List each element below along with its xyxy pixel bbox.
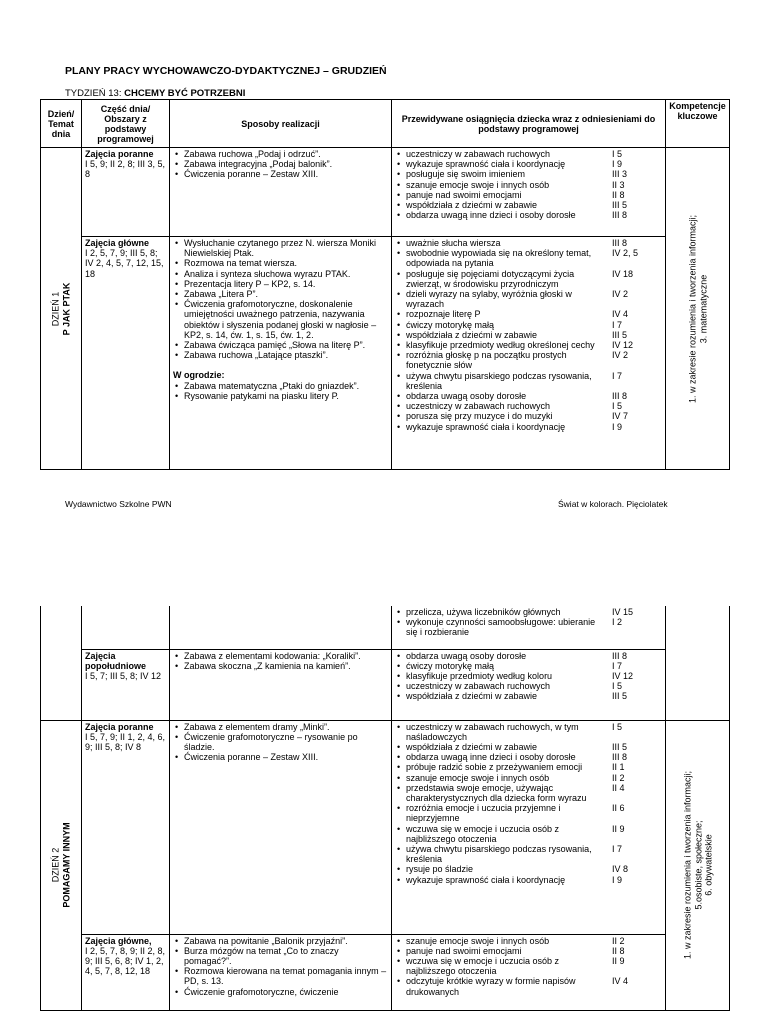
list-item: • Zabawa na powitanie „Balonik przyjaźni”. bbox=[173, 936, 388, 946]
afternoon-methods bbox=[170, 649, 392, 720]
achievement-item: • dzieli wyrazy na sylaby, wyróżnia głoski w wyrazach IV 2 bbox=[395, 289, 662, 309]
achievement-item: • panuje nad swoimi emocjami II 8 bbox=[395, 946, 662, 956]
cont-competences bbox=[666, 606, 730, 720]
col-header-achievements: Przewidywane osiągnięcia dziecka wraz z odniesieniami do podstawy programowej bbox=[392, 100, 666, 148]
col-header-methods: Sposoby realizacji bbox=[170, 100, 392, 148]
achievement-item: • wykazuje sprawność ciała i koordynację I 9 bbox=[395, 159, 662, 169]
garden-heading: W ogrodzie: bbox=[173, 370, 225, 381]
list-item: • Zabawa integracyjna „Podaj balonik”. bbox=[173, 159, 388, 169]
cont-part bbox=[82, 606, 170, 649]
achievement-item: • szanuje emocje swoje i innych osób II 3 bbox=[395, 180, 662, 190]
achievement-item: • obdarza uwagą inne dzieci i osoby dorosłe III 8 bbox=[395, 752, 662, 762]
achievement-item: • wykazuje sprawność ciała i koordynację I 9 bbox=[395, 422, 662, 432]
afternoon-achievements bbox=[392, 649, 666, 720]
day1-competences-line2: 3. matematyczne bbox=[697, 274, 708, 343]
list-item: • Wysłuchanie czytanego przez N. wiersza Moniki Niewielskiej Ptak. bbox=[173, 238, 388, 258]
day1-main-achievements bbox=[392, 237, 666, 470]
achievement-item: • obdarza uwagą inne dzieci i osoby dorosłe III 8 bbox=[395, 210, 662, 220]
achievement-item: • uczestniczy w zabawach ruchowych I 5 bbox=[395, 401, 662, 411]
list-item: • Zabawa ruchowa „Latające ptaszki”. bbox=[173, 350, 388, 360]
achievement-item: • ćwiczy motorykę małą I 7 bbox=[395, 320, 662, 330]
day2-main-codes: I 2, 5, 7, 8, 9; II 2, 8, 9; III 5, 6, 8; IV 1, 2, 4, 5, 7, 8, 12, 18 bbox=[85, 945, 166, 977]
list-item: • Ćwiczenia grafomotoryczne, doskonalenie umiejętności uważnego patrzenia, nazywania obiektów i słyszenia podanej głoski w nagłosie – KP2, s. 14, ćw. 1, s. 15, ćw. 1, 2. bbox=[173, 299, 388, 340]
achievement-item: • rozróżnia emocje i uczucia przyjemne i nieprzyjemne II 6 bbox=[395, 803, 662, 823]
day2-cell bbox=[41, 720, 82, 1010]
day2-competences-line3: 6. obywatelskie bbox=[702, 834, 713, 896]
day2-competences bbox=[666, 720, 730, 1010]
list-item: • Zabawa z elementami kodowania: „Koraliki”. bbox=[173, 651, 388, 661]
list-item: • Zabawa ruchowa „Podaj i odrzuć”. bbox=[173, 149, 388, 159]
list-item: • Prezentacja litery P – KP2, s. 14. bbox=[173, 279, 388, 289]
day2-morning-methods bbox=[170, 720, 392, 934]
achievement-item: • szanuje emocje swoje i innych osób II 2 bbox=[395, 936, 662, 946]
day1-morning-title: Zajęcia poranne bbox=[85, 149, 154, 159]
afternoon-part bbox=[82, 649, 170, 720]
achievement-item: • rozróżnia głoskę p na początku prostych fonetycznie słów IV 2 bbox=[395, 350, 662, 370]
list-item: • Ćwiczenia poranne – Zestaw XIII. bbox=[173, 752, 388, 762]
col-header-competences: Kompetencje kluczowe bbox=[666, 100, 730, 148]
day1-continued-cell bbox=[41, 606, 82, 720]
achievement-item: • uważnie słucha wiersza III 8 bbox=[395, 238, 662, 248]
afternoon-codes: I 5, 7; III 5, 8; IV 12 bbox=[85, 670, 162, 681]
achievement-item: • współdziała z dziećmi w zabawie III 5 bbox=[395, 691, 662, 701]
achievement-item: • uczestniczy w zabawach ruchowych I 5 bbox=[395, 681, 662, 691]
achievement-item: • panuje nad swoimi emocjami II 8 bbox=[395, 190, 662, 200]
achievement-item: • używa chwytu pisarskiego podczas rysowania, kreślenia I 7 bbox=[395, 371, 662, 391]
list-item: • Analiza i synteza słuchowa wyrazu PTAK. bbox=[173, 269, 388, 279]
list-item: • Rysowanie patykami na piasku litery P. bbox=[173, 391, 388, 401]
footer-series: Świat w kolorach. Pięciolatek bbox=[558, 499, 668, 509]
achievement-item: • wykazuje sprawność ciała i koordynację I 9 bbox=[395, 875, 662, 885]
plan-table-page1 bbox=[40, 99, 730, 470]
col-header-part: Część dnia/ Obszary z podstawy programowej bbox=[82, 100, 170, 148]
day2-number: DZIEŃ 2 bbox=[50, 847, 61, 883]
day2-morning-part bbox=[82, 720, 170, 934]
list-item: • Rozmowa kierowana na temat pomagania innym – PD, s. 13. bbox=[173, 966, 388, 986]
day1-main-title: Zajęcia główne bbox=[85, 238, 150, 248]
achievement-item: • ćwiczy motorykę małą I 7 bbox=[395, 661, 662, 671]
list-item: • Zabawa skoczna „Z kamienia na kamień”. bbox=[173, 661, 388, 671]
list-item: • Zabawa „Litera P”. bbox=[173, 289, 388, 299]
day2-main-title: Zajęcia główne, bbox=[85, 935, 152, 946]
cont-methods bbox=[170, 606, 392, 649]
day1-cell bbox=[41, 148, 82, 470]
day2-main-achievements bbox=[392, 934, 666, 1010]
day1-main-codes: I 2, 5, 7, 9; III 5, 8; IV 2, 4, 5, 7, 12, 15, 18 bbox=[85, 248, 164, 279]
afternoon-title: Zajęcia popołudniowe bbox=[85, 650, 146, 671]
achievement-item: • posługuje się swoim imieniem III 3 bbox=[395, 169, 662, 179]
achievement-item: • współdziała z dziećmi w zabawie III 5 bbox=[395, 200, 662, 210]
day1-morning-achievements bbox=[392, 148, 666, 237]
achievement-item: • posługuje się pojęciami dotyczącymi życia zwierząt, w środowisku przyrodniczym IV 18 bbox=[395, 269, 662, 289]
day2-morning-title: Zajęcia poranne bbox=[85, 721, 154, 732]
day2-morning-achievements bbox=[392, 720, 666, 934]
achievement-item: • swobodnie wypowiada się na określony temat, odpowiada na pytania IV 2, 5 bbox=[395, 248, 662, 268]
achievement-item: • współdziała z dziećmi w zabawie III 5 bbox=[395, 330, 662, 340]
plan-table-page2 bbox=[40, 606, 730, 1011]
day1-number: DZIEŃ 1 bbox=[50, 291, 61, 326]
achievement-item: • używa chwytu pisarskiego podczas rysowania, kreślenia I 7 bbox=[395, 844, 662, 864]
list-item: • Ćwiczenia poranne – Zestaw XIII. bbox=[173, 169, 388, 179]
list-item: • Zabawa z elementem dramy „Minki”. bbox=[173, 722, 388, 732]
week-prefix: TYDZIEŃ 13: bbox=[65, 88, 125, 99]
list-item: • Zabawa ćwicząca pamięć „Słowa na literę P”. bbox=[173, 340, 388, 350]
achievement-item: • szanuje emocje swoje i innych osób II 2 bbox=[395, 773, 662, 783]
achievement-item: • obdarza uwagą osoby dorosłe III 8 bbox=[395, 651, 662, 661]
day2-competences-line1: 1. w zakresie rozumienia i tworzenia informacji; bbox=[681, 770, 692, 960]
day2-theme: POMAGAMY INNYM bbox=[61, 822, 71, 908]
day1-competences bbox=[666, 148, 730, 470]
day2-competences-line2: 5.osobiste, społeczne; bbox=[692, 820, 703, 910]
col-header-day: Dzień/ Temat dnia bbox=[41, 100, 82, 148]
day1-theme: P JAK PTAK bbox=[61, 282, 71, 335]
day1-morning-codes: I 5, 9; II 2, 8; III 3, 5, 8 bbox=[85, 159, 166, 180]
list-item: • Burza mózgów na temat „Co to znaczy pomagać?”. bbox=[173, 946, 388, 966]
day1-main-part bbox=[82, 237, 170, 470]
achievement-item: • obdarza uwagą osoby dorosłe III 8 bbox=[395, 391, 662, 401]
day2-morning-codes: I 5, 7, 9; II 1, 2, 4, 6, 9; III 5, 8; IV 8 bbox=[85, 731, 166, 752]
achievement-item: • odczytuje krótkie wyrazy w formie napisów drukowanych IV 4 bbox=[395, 976, 662, 996]
achievement-item: • porusza się przy muzyce i do muzyki IV 7 bbox=[395, 411, 662, 421]
achievement-item: • uczestniczy w zabawach ruchowych I 5 bbox=[395, 149, 662, 159]
day1-morning-methods bbox=[170, 148, 392, 237]
plan-title: PLANY PRACY WYCHOWAWCZO-DYDAKTYCZNEJ – GRUDZIEŃ bbox=[65, 65, 387, 77]
achievement-item: • współdziała z dziećmi w zabawie III 5 bbox=[395, 742, 662, 752]
day2-main-methods bbox=[170, 934, 392, 1010]
achievement-item: • rozpoznaje literę P IV 4 bbox=[395, 309, 662, 319]
achievement-item: • wczuwa się w emocje i uczucia osób z najbliższego otoczenia II 9 bbox=[395, 956, 662, 976]
achievement-item: • klasyfikuje przedmioty według określonej cechy IV 12 bbox=[395, 340, 662, 350]
achievement-item: • rysuje po śladzie IV 8 bbox=[395, 864, 662, 874]
list-item: • Rozmowa na temat wiersza. bbox=[173, 258, 388, 268]
day1-morning-part bbox=[82, 148, 170, 237]
footer-publisher: Wydawnictwo Szkolne PWN bbox=[65, 499, 172, 509]
list-item: • Ćwiczenie grafomotoryczne, ćwiczenie bbox=[173, 987, 388, 997]
day2-main-part bbox=[82, 934, 170, 1010]
achievement-item: • wykonuje czynności samoobsługowe: ubieranie się i rozbieranie I 2 bbox=[395, 617, 662, 637]
day1-competences-line1: 1. w zakresie rozumienia i tworzenia informacji; bbox=[687, 214, 697, 403]
achievement-item: • przedstawia swoje emocje, używając charakterystycznych dla dziecka form wyrazu II 4 bbox=[395, 783, 662, 803]
day1-main-methods bbox=[170, 237, 392, 470]
achievement-item: • próbuje radzić sobie z przeżywaniem emocji II 1 bbox=[395, 762, 662, 772]
achievement-item: • wczuwa się w emocje i uczucia osób z najbliższego otoczenia II 9 bbox=[395, 824, 662, 844]
week-line bbox=[65, 89, 245, 99]
cont-achievements bbox=[392, 606, 666, 649]
achievement-item: • klasyfikuje przedmioty według koloru IV 12 bbox=[395, 671, 662, 681]
achievement-item: • przelicza, używa liczebników głównych IV 15 bbox=[395, 607, 662, 617]
achievement-item: • uczestniczy w zabawach ruchowych, w tym naśladowczych I 5 bbox=[395, 722, 662, 742]
week-theme: CHCEMY BYĆ POTRZEBNI bbox=[124, 88, 246, 99]
list-item: • Zabawa matematyczna „Ptaki do gniazdek”. bbox=[173, 381, 388, 391]
list-item: • Ćwiczenie grafomotoryczne – rysowanie po śladzie. bbox=[173, 732, 388, 752]
